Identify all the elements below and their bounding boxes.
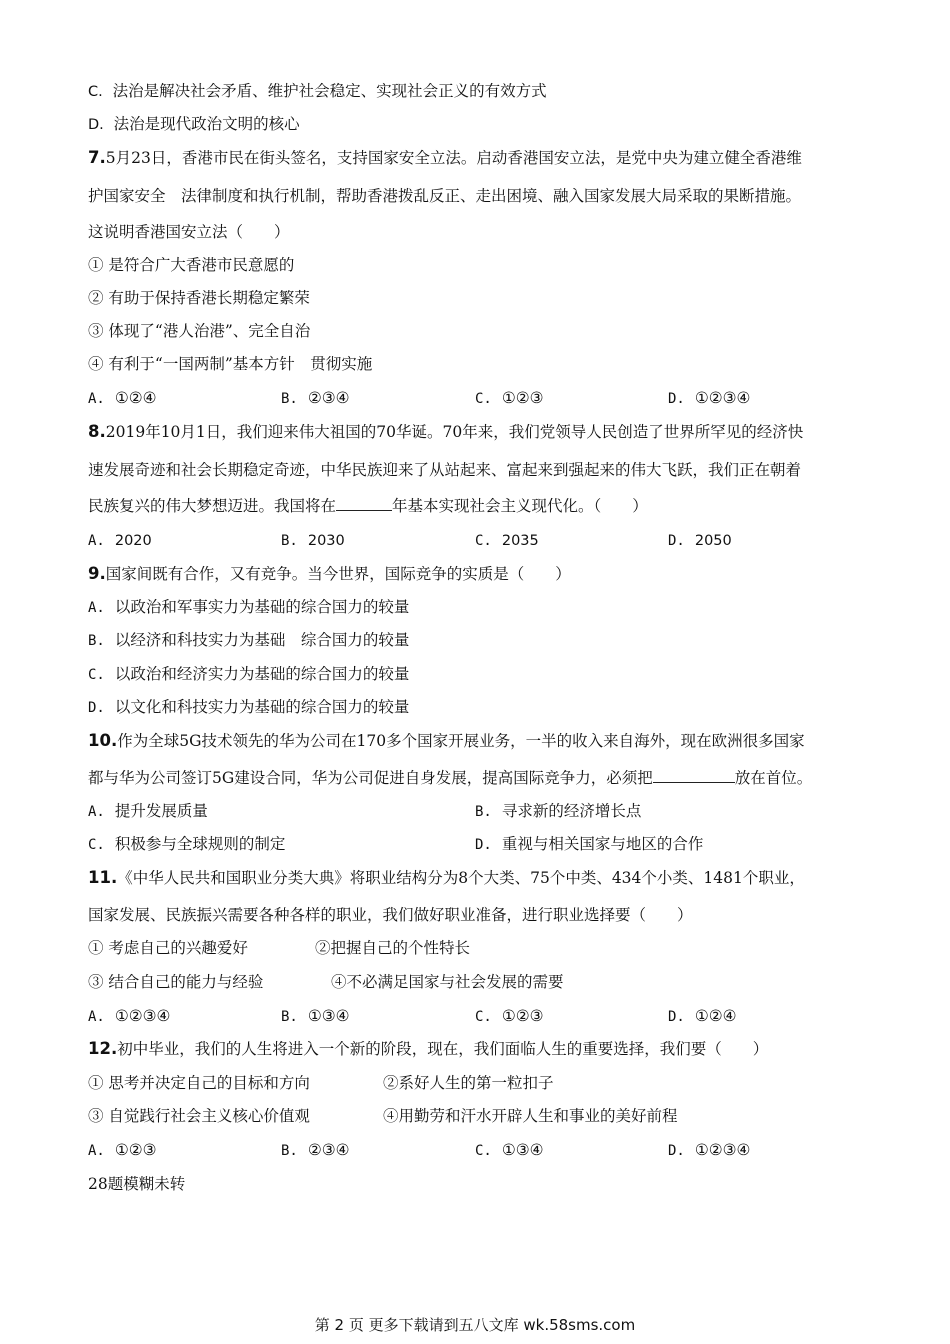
q12-option-c[interactable]	[475, 1140, 544, 1160]
question-text: 初中毕业，我们的人生将进入一个新的阶段，现在，我们面临人生的重要选择，我们要（ ）	[117, 1040, 769, 1058]
question-number: 8.	[88, 422, 106, 441]
q10-option-c[interactable]	[88, 834, 285, 854]
q7-item: ① 是符合广大香港市民意愿的	[88, 256, 295, 274]
option-letter: D.	[668, 533, 685, 549]
option-letter: D.	[88, 117, 104, 133]
option-letter: C.	[88, 667, 105, 683]
option-text: 2020	[114, 533, 152, 549]
question-text: 年基本实现社会主义现代化。（ ）	[392, 497, 648, 515]
q8-option-a[interactable]	[88, 530, 152, 550]
q10-option-a[interactable]	[88, 801, 208, 821]
question-text: 国家间既有合作，又有竞争。当今世界，国际竞争的实质是（ ）	[105, 565, 571, 583]
option-text: 以经济和科技实力为基础 综合国力的较量	[114, 631, 410, 649]
q7-option-a[interactable]	[88, 388, 157, 408]
option-text: ①②③	[501, 389, 544, 407]
q7-item: ③ 体现了“港人治港”、完全自治	[88, 322, 311, 340]
q10-stem-line2	[88, 768, 870, 788]
q6-option-d	[88, 114, 870, 134]
option-letter: C.	[475, 1143, 492, 1159]
q11-item-4: ④不必满足国家与社会发展的需要	[331, 973, 564, 991]
q9-option-d[interactable]	[88, 697, 409, 717]
option-text: 提升发展质量	[114, 802, 208, 820]
option-letter: A.	[88, 600, 105, 616]
option-text: 重视与相关国家与地区的合作	[501, 835, 704, 853]
question-number: 12.	[88, 1039, 118, 1058]
question-text: 放在首位。	[734, 769, 813, 787]
q11-item-2: ②把握自己的个性特长	[315, 939, 471, 957]
q9-option-c[interactable]	[88, 664, 409, 684]
q11-item-3: ③ 结合自己的能力与经验	[88, 973, 264, 991]
option-letter: B.	[281, 1009, 298, 1025]
option-letter: D.	[668, 391, 685, 407]
option-letter: A.	[88, 533, 105, 549]
option-text: ②③④	[307, 389, 350, 407]
q12-option-a[interactable]	[88, 1140, 157, 1160]
q8-option-d[interactable]	[668, 530, 732, 550]
option-letter: D.	[88, 700, 105, 716]
q7-option-b[interactable]	[281, 388, 350, 408]
option-text: 2050	[694, 533, 732, 549]
question-text: 2019年10月1日，我们迎来伟大祖国的70华诞。70年来，我们党领导人民创造了世界所罕见的经济快	[105, 423, 804, 441]
question-text: 《中华人民共和国职业分类大典》将职业结构分为8个大类、75个中类、434个小类、1481个职业，	[117, 869, 805, 887]
question-number: 9.	[88, 564, 106, 583]
option-text: 以政治和军事实力为基础的综合国力的较量	[114, 598, 410, 616]
q6-option-c	[88, 81, 870, 101]
q9-option-a[interactable]	[88, 597, 409, 617]
q7-item: ④ 有利于“一国两制”基本方针 贯彻实施	[88, 355, 373, 373]
q12-item-3: ③ 自觉践行社会主义核心价值观	[88, 1107, 310, 1125]
option-text: ①③④	[501, 1141, 544, 1159]
option-text: 2035	[501, 533, 539, 549]
option-text: 积极参与全球规则的制定	[114, 835, 286, 853]
option-letter: B.	[281, 1143, 298, 1159]
q11-stem-line2	[88, 905, 870, 925]
option-letter: A.	[88, 804, 105, 820]
option-letter: A.	[88, 1009, 105, 1025]
q11-item-1: ① 考虑自己的兴趣爱好	[88, 939, 248, 957]
option-text: ①②③	[114, 1141, 157, 1159]
option-letter: A.	[88, 391, 105, 407]
option-letter: B.	[281, 391, 298, 407]
option-text: ①③④	[307, 1007, 350, 1025]
q11-stem-line1	[88, 868, 870, 888]
option-letter: C.	[475, 1009, 492, 1025]
question-text: 都与华为公司签订5G建设合同，华为公司促进自身发展，提高国际竞争力，必须把	[88, 769, 653, 787]
q11-option-b[interactable]	[281, 1006, 350, 1026]
option-text: 以政治和经济实力为基础的综合国力的较量	[114, 665, 410, 683]
q11-option-c[interactable]	[475, 1006, 544, 1026]
q10-option-d[interactable]	[475, 834, 703, 854]
option-letter: B.	[475, 804, 492, 820]
option-letter: D.	[668, 1009, 685, 1025]
question-text: 国家发展、民族振兴需要各种各样的职业，我们做好职业准备，进行职业选择要（ ）	[88, 906, 693, 924]
q7-stem-line3	[88, 222, 870, 242]
question-text: 这说明香港国安立法（ ）	[88, 223, 290, 241]
question-text: 作为全球5G技术领先的华为公司在170多个国家开展业务，一半的收入来自海外，现在欧洲很多国家	[117, 732, 805, 750]
option-letter: B.	[88, 633, 105, 649]
answer-blank[interactable]	[653, 768, 735, 783]
q12-option-d[interactable]	[668, 1140, 750, 1160]
question-text: 5月23日，香港市民在街头签名，支持国家安全立法。启动香港国安立法，是党中央为建立健全香港维	[105, 149, 802, 167]
option-text: 寻求新的经济增长点	[501, 802, 642, 820]
q9-option-b[interactable]	[88, 630, 409, 650]
q12-item-4: ④用勤劳和汗水开辟人生和事业的美好前程	[383, 1107, 678, 1125]
option-letter: B.	[281, 533, 298, 549]
option-text: ①②④	[114, 389, 157, 407]
option-text: ①②③	[501, 1007, 544, 1025]
q8-stem-line3	[88, 496, 870, 516]
q10-stem-line1	[88, 731, 870, 751]
q7-stem-line1	[88, 148, 870, 168]
question-text: 护国家安全 法律制度和执行机制，帮助香港拨乱反正、走出困境、融入国家发展大局采取的果断措施。	[88, 187, 802, 205]
q8-stem-line2	[88, 460, 870, 480]
q10-option-b[interactable]	[475, 801, 641, 821]
q12-item-1: ① 思考并决定自己的目标和方向	[88, 1074, 310, 1092]
option-text: ①②③④	[114, 1007, 171, 1025]
q12-stem-line1	[88, 1039, 870, 1059]
option-letter: D.	[668, 1143, 685, 1159]
q8-stem-line1	[88, 422, 870, 442]
q12-option-b[interactable]	[281, 1140, 350, 1160]
option-text: 法治是解决社会矛盾、维护社会稳定、实现社会正义的有效方式	[112, 82, 547, 100]
option-text: ①②③④	[694, 1141, 751, 1159]
option-letter: C.	[475, 391, 492, 407]
option-text: ②③④	[307, 1141, 350, 1159]
q8-option-b[interactable]	[281, 530, 345, 550]
option-text: ①②③④	[694, 389, 751, 407]
q7-item: ② 有助于保持香港长期稳定繁荣	[88, 289, 310, 307]
option-letter: D.	[475, 837, 492, 853]
q8-option-c[interactable]	[475, 530, 539, 550]
option-letter: C.	[88, 837, 105, 853]
q7-option-c[interactable]	[475, 388, 544, 408]
option-text: ①②④	[694, 1007, 737, 1025]
question-number: 11.	[88, 868, 118, 887]
option-letter: A.	[88, 1143, 105, 1159]
option-letter: C.	[88, 84, 103, 100]
option-text: 2030	[307, 533, 345, 549]
page-footer: 第 2 页 更多下载请到五八文库 wk.58sms.com	[314, 1316, 636, 1334]
q7-stem-line2	[88, 186, 870, 206]
option-letter: C.	[475, 533, 492, 549]
note-text: 28题模糊未转	[88, 1175, 186, 1193]
option-text: 以文化和科技实力为基础的综合国力的较量	[114, 698, 410, 716]
q12-item-2: ②系好人生的第一粒扣子	[383, 1074, 554, 1092]
q9-stem-line1	[88, 564, 870, 584]
question-number: 7.	[88, 148, 106, 167]
q7-option-d[interactable]	[668, 388, 750, 408]
answer-blank[interactable]	[336, 496, 392, 511]
q11-option-d[interactable]	[668, 1006, 737, 1026]
question-number: 10.	[88, 731, 118, 750]
question-text: 民族复兴的伟大梦想迈进。我国将在	[88, 497, 337, 515]
question-text: 速发展奇迹和社会长期稳定奇迹，中华民族迎来了从站起来、富起来到强起来的伟大飞跃，我们正在朝着	[88, 461, 802, 479]
option-text: 法治是现代政治文明的核心	[113, 115, 300, 133]
q11-option-a[interactable]	[88, 1006, 170, 1026]
